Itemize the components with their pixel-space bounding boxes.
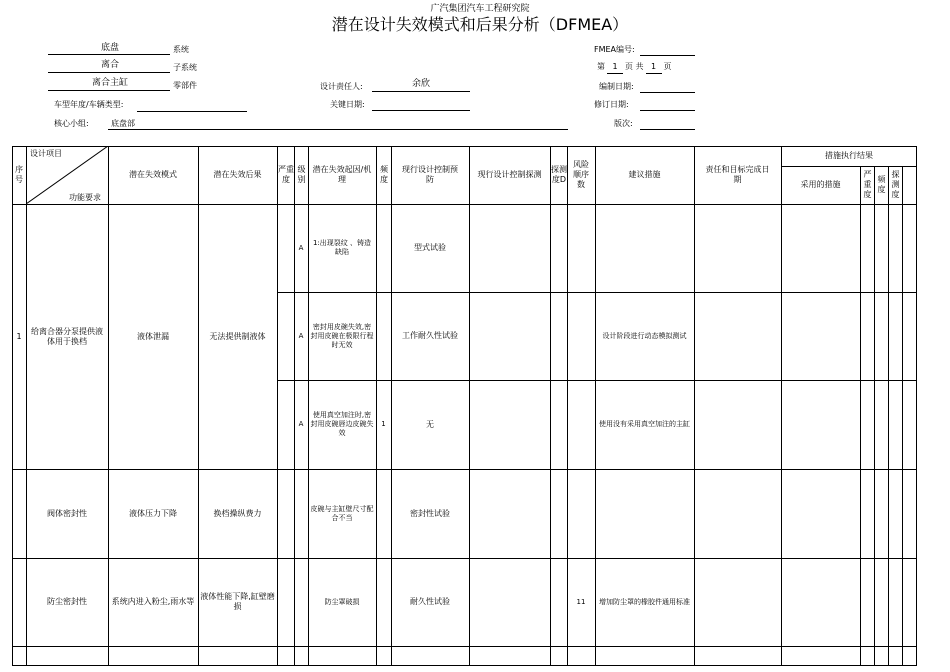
col-failure-effect: 潜在失效后果 — [213, 170, 262, 179]
model-label: 车型年度/车辆类型: — [54, 100, 124, 109]
row1c-prevention: 无 — [426, 419, 434, 429]
col-cause: 潜在失效起因/机理 — [312, 165, 372, 184]
org-name: 广汽集团汽车工程研究院 — [430, 3, 530, 14]
row1b-cause: 密封用皮碗失效,密封用皮碗在极限行程时无效 — [310, 322, 374, 349]
system-label: 系统 — [173, 45, 189, 54]
page-prefix: 第 — [597, 62, 605, 71]
responsible-label: 设计责任人: — [320, 82, 363, 91]
core-team-value: 底盘部 — [111, 119, 135, 128]
page-no: 1 — [607, 62, 623, 74]
component-label: 零部件 — [173, 81, 197, 90]
component-value: 离合主缸 — [91, 77, 128, 88]
row2-effect: 换档操纵费力 — [213, 508, 262, 518]
row1-effect: 无法提供制液体 — [209, 331, 266, 341]
col-rpn: 风险顺序数 — [573, 160, 589, 189]
fmea-no-label: FMEA编号: — [594, 45, 635, 54]
page-mid: 页 共 — [625, 62, 644, 71]
version-label: 版次: — [614, 119, 633, 128]
row1b-prevention: 工作耐久性试验 — [402, 331, 458, 340]
col-occurrence: 频度 — [380, 165, 388, 184]
row3-effect: 液体性能下降,缸壁磨损 — [200, 592, 275, 611]
row3-mode: 系统内进入粉尘,雨水等 — [111, 597, 195, 606]
col-detection: 探测度D — [551, 165, 567, 184]
row3-recommended: 增加防尘罩的橡胶件通用标准 — [599, 597, 690, 606]
col-result-detection: 探测度 — [891, 170, 900, 199]
col-results: 措施执行结果 — [825, 151, 873, 160]
prepared-date-label: 编制日期: — [599, 82, 634, 91]
col-function: 功能要求 — [69, 193, 101, 202]
col-action-taken: 采用的措施 — [800, 180, 841, 189]
row2-function: 阀体密封性 — [47, 508, 87, 518]
row1-function: 给离合器分泵提供液体用于换档 — [31, 326, 103, 346]
col-seq: 序号 — [15, 165, 23, 184]
row1c-cause: 使用真空加注时,密封用皮碗唇边皮碗失效 — [310, 411, 374, 437]
revised-date-label: 修订日期: — [594, 100, 629, 109]
col-class: 级别 — [297, 165, 306, 184]
col-design-item: 设计项目 — [30, 149, 62, 158]
col-detection-control: 现行设计控制探测 — [477, 170, 542, 179]
row1c-recommended: 使用没有采用真空加注的主缸 — [599, 420, 690, 428]
col-result-severity: 严重度 — [863, 170, 872, 199]
row1-seq: 1 — [16, 331, 22, 341]
row1b-class: A — [298, 331, 304, 340]
subsystem-label: 子系统 — [173, 63, 197, 72]
page-suffix: 页 — [663, 62, 672, 71]
responsible-value: 余欣 — [411, 78, 430, 89]
row3-function: 防尘密封性 — [47, 597, 87, 606]
row1c-occurrence: 1 — [381, 420, 386, 428]
col-failure-mode: 潜在失效模式 — [129, 170, 177, 179]
col-prevention: 现行设计控制预防 — [402, 165, 458, 184]
row1c-class: A — [298, 420, 304, 428]
row2-cause: 皮碗与主缸壁尺寸配合不当 — [310, 504, 374, 522]
row1a-cause: 1:出现裂纹 、铸造缺陷 — [312, 239, 372, 256]
row1a-recommended — [595, 204, 694, 292]
col-result-occurrence: 频度 — [877, 175, 886, 194]
col-responsibility: 责任和目标完成日期 — [705, 165, 770, 184]
row1b-recommended: 设计阶段进行动态模拟测试 — [602, 331, 687, 340]
row1a-class: A — [298, 243, 304, 252]
row3-prevention: 耐久性试验 — [410, 597, 450, 606]
row3-cause: 防尘罩破损 — [324, 597, 360, 606]
row1a-prevention: 型式试验 — [414, 243, 446, 252]
row2-prevention: 密封性试验 — [410, 508, 450, 518]
col-recommended: 建议措施 — [628, 170, 661, 179]
col-severity: 严重度 — [278, 165, 294, 184]
row3-rpn: 11 — [576, 597, 586, 606]
core-team-label: 核心小组: — [54, 119, 89, 128]
row1-mode: 液体泄漏 — [137, 331, 169, 341]
page-total: 1 — [646, 62, 662, 74]
page-title: 潜在设计失效模式和后果分析（DFMEA） — [331, 14, 629, 34]
row2-mode: 液体压力下降 — [129, 508, 177, 518]
system-value: 底盘 — [100, 42, 119, 53]
page-number — [597, 62, 672, 74]
key-date-label: 关键日期: — [330, 100, 365, 109]
subsystem-value: 离合 — [100, 59, 119, 70]
